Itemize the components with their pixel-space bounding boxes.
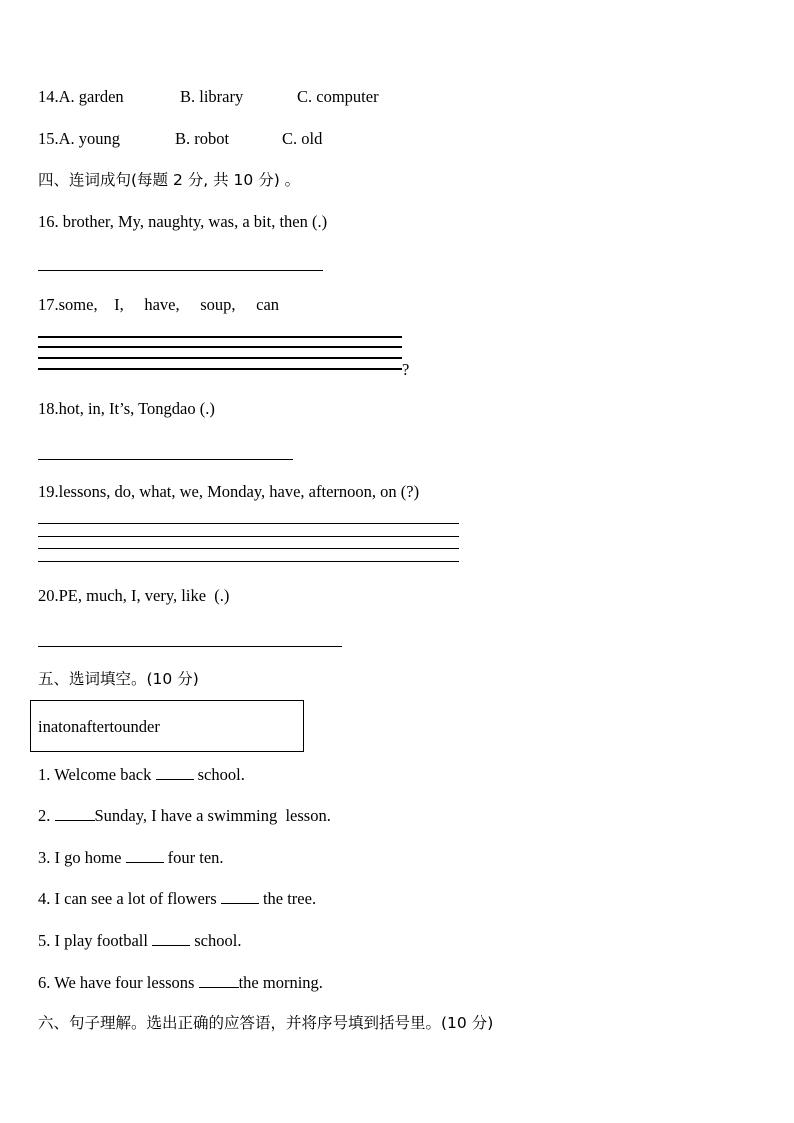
q17-answer-line-4[interactable] xyxy=(38,368,402,370)
fill-item-3: 3. I go home four ten. xyxy=(38,848,224,867)
fill-blank-4[interactable] xyxy=(221,889,259,904)
fill-item-4: 4. I can see a lot of flowers the tree. xyxy=(38,889,317,908)
q14-number: 14. xyxy=(38,87,59,106)
q19-answer-line-1[interactable] xyxy=(38,523,459,524)
q17-answer-line-2[interactable] xyxy=(38,346,402,348)
q16-answer-line[interactable] xyxy=(38,270,323,271)
q19-answer-line-3[interactable] xyxy=(38,548,459,549)
q20-prompt: 20.PE, much, I, very, like (.) xyxy=(38,586,230,605)
fill-item-6: 6. We have four lessons the morning. xyxy=(38,973,323,992)
q14-option-a: 14.A. garden xyxy=(38,87,124,106)
section-4-title: 四、连词成句(每题 2 分, 共 10 分) 。 xyxy=(38,171,301,189)
q18-prompt: 18.hot, in, It’s, Tongdao (.) xyxy=(38,399,215,418)
q16-prompt: 16. brother, My, naughty, was, a bit, then (.) xyxy=(38,212,328,231)
fill-item-2: 2. Sunday, I have a swimming lesson. xyxy=(38,806,331,825)
q17-question-mark: ? xyxy=(402,360,410,379)
q20-answer-line[interactable] xyxy=(38,646,342,647)
q14-option-c: C. computer xyxy=(297,87,379,106)
fill-item-1: 1. Welcome back school. xyxy=(38,765,245,784)
fill-blank-3[interactable] xyxy=(126,848,164,863)
q14-option-b: B. library xyxy=(180,87,244,106)
q19-prompt: 19.lessons, do, what, we, Monday, have, afternoon, on (?) xyxy=(38,482,420,501)
fill-blank-6[interactable] xyxy=(199,973,239,988)
q15-option-c: C. old xyxy=(282,129,323,148)
q17-answer-line-3[interactable] xyxy=(38,357,402,359)
q19-answer-line-2[interactable] xyxy=(38,536,459,537)
q15-option-a: 15.A. young xyxy=(38,129,121,148)
word-bank-box xyxy=(30,700,304,752)
q17-prompt: 17.some, I, have, soup, can xyxy=(38,295,280,314)
word-bank-text: inatonaftertounder xyxy=(38,717,160,736)
section-5-title: 五、选词填空。(10 分) xyxy=(38,670,199,688)
q15-option-b: B. robot xyxy=(175,129,230,148)
fill-blank-2[interactable] xyxy=(55,806,95,821)
q15-number: 15. xyxy=(38,129,59,148)
fill-blank-1[interactable] xyxy=(156,765,194,780)
q19-answer-line-4[interactable] xyxy=(38,561,459,562)
fill-blank-5[interactable] xyxy=(152,931,190,946)
section-6-title: 六、句子理解。选出正确的应答语，并将序号填到括号里。(10 分) xyxy=(38,1014,494,1032)
fill-item-5: 5. I play football school. xyxy=(38,931,242,950)
q17-answer-line-1[interactable] xyxy=(38,336,402,338)
q18-answer-line[interactable] xyxy=(38,459,293,460)
